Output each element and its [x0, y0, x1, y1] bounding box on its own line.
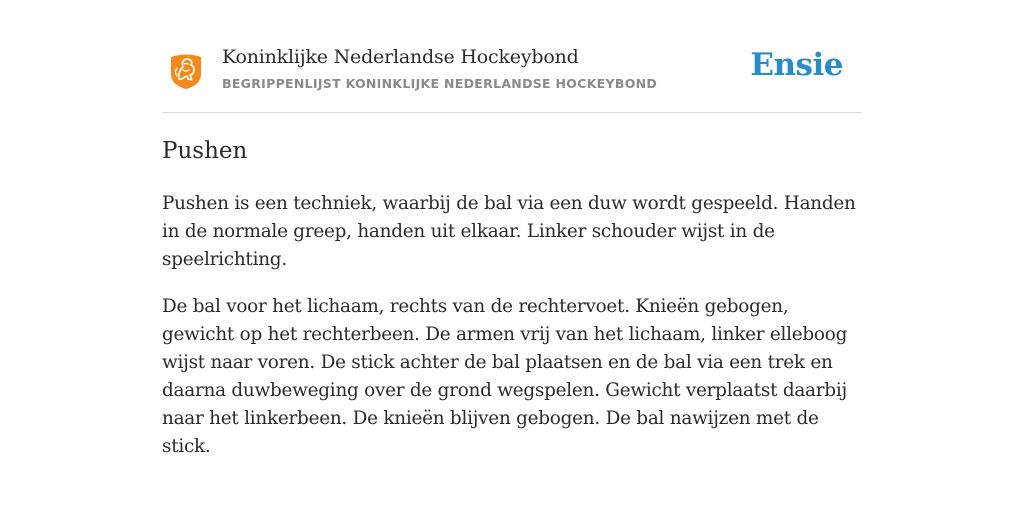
definition-paragraph: Pushen is een techniek, waarbij de bal via een duw wordt gespeeld. Handen in de normale greep, handen uit elkaar. Linker schouder wijst in de speelrichting. — [162, 193, 856, 270]
org-name[interactable]: Koninklijke Nederlandse Hockeybond — [222, 46, 579, 68]
term-title: Pushen — [162, 138, 248, 164]
knhb-lion-shield-icon — [168, 52, 204, 90]
glossary-subtitle[interactable]: BEGRIPPENLIJST KONINKLIJKE NEDERLANDSE HOCKEYBOND — [222, 76, 658, 91]
page-header — [162, 0, 862, 113]
term-definition — [162, 190, 862, 480]
ensie-logo-link[interactable]: Ensie — [750, 47, 843, 83]
page-container — [162, 0, 862, 457]
definition-paragraph: De bal voor het lichaam, rechts van de rechtervoet. Knieën gebogen, gewicht op het rechterbeen. De armen vrij van het lichaam, linker elleboog wijst naar voren. De stick achter de bal plaatsen en de bal via een trek en daarna duwbeweging over de grond wegspelen. Gewicht verplaatst daarbij naar het linkerbeen. De knieën blijven gebogen. De bal nawijzen met de stick. — [162, 296, 848, 457]
